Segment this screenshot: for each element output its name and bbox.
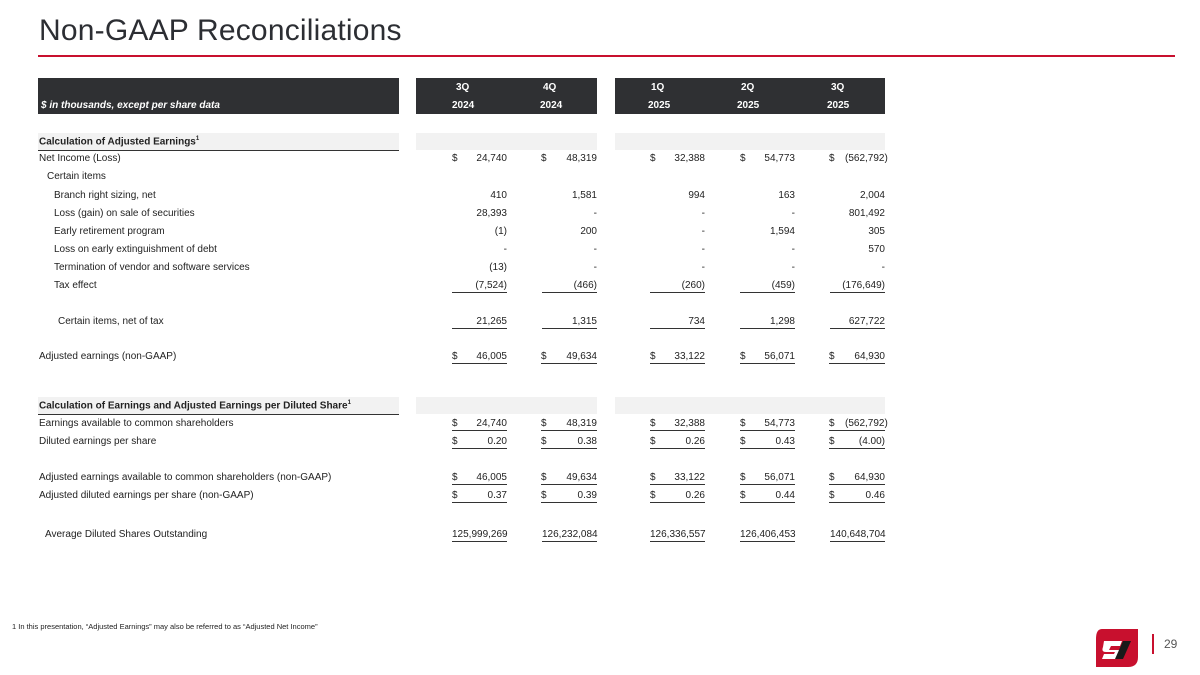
section1-value-cell: 64,930 <box>845 351 885 364</box>
header-col2-year: 2024 <box>540 100 563 111</box>
section2-value-cell: 46,005 <box>467 472 507 485</box>
section1-value-cell: 49,634 <box>557 351 597 364</box>
section1-value-cell: 734 <box>650 316 705 329</box>
section2-title: Calculation of Earnings and Adjusted Earnings per Diluted Share$^1$ <box>39 400 351 412</box>
section1-row-label: Net Income (Loss) <box>39 153 121 164</box>
section2-value-cell: 0.44 <box>755 490 795 503</box>
page-title: Non-GAAP Reconciliations <box>39 14 402 47</box>
section1-band-right <box>615 133 885 150</box>
section2-value-cell: 24,740 <box>467 418 507 431</box>
section1-value-cell: 801,492 <box>848 208 885 219</box>
section1-value-cell: 163 <box>778 190 795 201</box>
section2-value-cell: 0.43 <box>755 436 795 449</box>
dollar-sign: $ <box>541 418 557 431</box>
header-col4-year: 2025 <box>737 100 760 111</box>
dollar-sign: $ <box>541 472 557 485</box>
section2-value-cell: 126,336,557 <box>650 529 706 540</box>
dollar-sign: $ <box>452 418 467 431</box>
dollar-sign: $ <box>829 490 845 503</box>
dollar-sign: $ <box>452 351 467 364</box>
section2-value-cell: (4.00) <box>845 436 885 449</box>
section1-title: Calculation of Adjusted Earnings$^1$ <box>39 136 200 148</box>
section2-value-cell: 0.38 <box>557 436 597 449</box>
section1-value-cell: - <box>791 262 795 273</box>
dollar-sign: $ <box>541 436 557 449</box>
dollar-sign: $ <box>650 472 665 485</box>
header-col1-year: 2024 <box>452 100 475 111</box>
section2-band-mid <box>416 397 597 414</box>
header-col1-quarter: 3Q <box>456 82 470 93</box>
section1-value-cell: 1,298 <box>740 316 795 329</box>
section1-value-cell: 48,319 <box>566 153 597 164</box>
header-col5-year: 2025 <box>827 100 850 111</box>
section1-value-cell: 24,740 <box>476 153 507 164</box>
section2-value-cell: 48,319 <box>557 418 597 431</box>
title-rule <box>38 55 1175 57</box>
section1-value-cell: (562,792) <box>845 153 888 164</box>
section1-value-cell: 570 <box>868 244 885 255</box>
section1-value-cell: - <box>593 262 597 273</box>
section1-value-cell: (459) <box>740 280 795 293</box>
section1-value-cell: (7,524) <box>452 280 507 293</box>
section2-row-label: Diluted earnings per share <box>39 436 157 447</box>
section1-value-cell: 1,581 <box>571 190 597 201</box>
section1-value-cell: - <box>791 208 795 219</box>
footnote: 1 In this presentation, “Adjusted Earnings” may also be referred to as “Adjusted Net Income” <box>12 622 318 631</box>
dollar-sign: $ <box>452 490 467 503</box>
section1-value-cell: - <box>701 244 705 255</box>
dollar-sign: $ <box>650 490 665 503</box>
section2-value-cell: (562,792) <box>845 418 888 429</box>
section1-value-cell: - <box>593 244 597 255</box>
dollar-sign: $ <box>541 490 557 503</box>
section1-value-cell: 56,071 <box>755 351 795 364</box>
section2-rule <box>38 414 399 415</box>
section1-row-label: Certain items <box>47 171 106 182</box>
dollar-sign: $ <box>740 351 755 364</box>
section1-value-cell: (176,649) <box>830 280 885 293</box>
section2-value-cell: 64,930 <box>845 472 885 485</box>
section1-value-cell: 1,594 <box>769 226 795 237</box>
section1-row-label: Loss (gain) on sale of securities <box>54 208 195 219</box>
section2-value-cell: 0.46 <box>845 490 885 503</box>
section1-value-cell: 46,005 <box>467 351 507 364</box>
dollar-sign: $ <box>740 153 746 164</box>
dollar-sign: $ <box>829 351 845 364</box>
section1-value-cell: - <box>701 208 705 219</box>
dollar-sign: $ <box>452 472 467 485</box>
section1-value-cell: - <box>701 262 705 273</box>
section2-value-cell: 33,122 <box>665 472 705 485</box>
section1-value-cell <box>452 171 507 183</box>
section1-row-label: Loss on early extinguishment of debt <box>54 244 217 255</box>
section2-value-cell: 0.39 <box>557 490 597 503</box>
section1-value-cell: 21,265 <box>452 316 507 329</box>
section1-row-label: Tax effect <box>54 280 97 291</box>
section1-value-cell: 32,388 <box>674 153 705 164</box>
section1-value-cell: 200 <box>580 226 597 237</box>
section2-value-cell: 56,071 <box>755 472 795 485</box>
header-col5-quarter: 3Q <box>831 82 845 93</box>
section1-value-cell: (1) <box>494 226 507 237</box>
section1-value-cell: 627,722 <box>830 316 885 329</box>
section2-row-label: Adjusted earnings available to common shareholders (non-GAAP) <box>39 472 332 483</box>
header-col3-quarter: 1Q <box>651 82 665 93</box>
dollar-sign: $ <box>650 351 665 364</box>
section2-value-cell: 125,999,269 <box>452 529 508 540</box>
header-subtitle: $ in thousands, except per share data <box>41 100 220 111</box>
dollar-sign: $ <box>541 351 557 364</box>
dollar-sign: $ <box>829 418 845 431</box>
section2-row-label: Adjusted diluted earnings per share (non-GAAP) <box>39 490 254 501</box>
dollar-sign: $ <box>740 436 755 449</box>
section1-value-cell: 2,004 <box>859 190 885 201</box>
section1-rule <box>38 150 399 151</box>
header-col4-quarter: 2Q <box>741 82 755 93</box>
dollar-sign: $ <box>452 153 458 164</box>
section1-value-cell: - <box>593 208 597 219</box>
section1-row-label: Early retirement program <box>54 226 165 237</box>
section1-row-label: Termination of vendor and software services <box>54 262 250 273</box>
section2-value-cell: 0.37 <box>467 490 507 503</box>
section2-value-cell: 0.26 <box>665 490 705 503</box>
section1-value-cell: 33,122 <box>665 351 705 364</box>
section1-value-cell <box>650 171 705 183</box>
section1-value-cell: 410 <box>490 190 507 201</box>
section2-value-cell: 126,406,453 <box>740 529 796 540</box>
section2-value-cell: 49,634 <box>557 472 597 485</box>
dollar-sign: $ <box>650 418 665 431</box>
section1-value-cell: - <box>791 244 795 255</box>
section1-value-cell: (466) <box>542 280 597 293</box>
section1-band-mid <box>416 133 597 150</box>
section2-band-right <box>615 397 885 414</box>
section2-row-label: Average Diluted Shares Outstanding <box>45 529 208 540</box>
section1-value-cell: 1,315 <box>542 316 597 329</box>
section1-value-cell <box>830 171 885 183</box>
section2-value-cell: 32,388 <box>665 418 705 431</box>
page-number: 29 <box>1164 637 1178 651</box>
section1-value-cell: 54,773 <box>764 153 795 164</box>
section1-row-label: Certain items, net of tax <box>58 316 164 327</box>
section1-value-cell <box>740 171 795 183</box>
section1-row-label: Branch right sizing, net <box>54 190 156 201</box>
dollar-sign: $ <box>452 436 467 449</box>
section1-value-cell: 305 <box>868 226 885 237</box>
dollar-sign: $ <box>541 153 547 164</box>
header-col3-year: 2025 <box>648 100 671 111</box>
dollar-sign: $ <box>740 472 755 485</box>
section2-value-cell: 126,232,084 <box>542 529 598 540</box>
section2-row-label: Earnings available to common shareholders <box>39 418 234 429</box>
dollar-sign: $ <box>829 436 845 449</box>
section2-value-cell: 54,773 <box>755 418 795 431</box>
section1-value-cell: - <box>503 244 507 255</box>
section2-value-cell: 140,648,704 <box>830 529 886 540</box>
dollar-sign: $ <box>740 418 755 431</box>
dollar-sign: $ <box>740 490 755 503</box>
section1-value-cell: (260) <box>650 280 705 293</box>
section1-value-cell: - <box>881 262 885 273</box>
dollar-sign: $ <box>650 436 665 449</box>
dollar-sign: $ <box>650 153 656 164</box>
section1-value-cell: 28,393 <box>476 208 507 219</box>
bank-logo-icon <box>1096 629 1138 667</box>
section1-row-label: Adjusted earnings (non-GAAP) <box>39 351 177 362</box>
section1-value-cell <box>542 171 597 183</box>
header-col2-quarter: 4Q <box>543 82 557 93</box>
header-bar-2024 <box>416 78 597 114</box>
section2-value-cell: 0.20 <box>467 436 507 449</box>
dollar-sign: $ <box>829 472 845 485</box>
dollar-sign: $ <box>829 153 835 164</box>
section2-value-cell: 0.26 <box>665 436 705 449</box>
section1-value-cell: (13) <box>489 262 507 273</box>
section1-value-cell: - <box>701 226 705 237</box>
page-number-divider <box>1152 634 1154 654</box>
section1-value-cell: 994 <box>688 190 705 201</box>
